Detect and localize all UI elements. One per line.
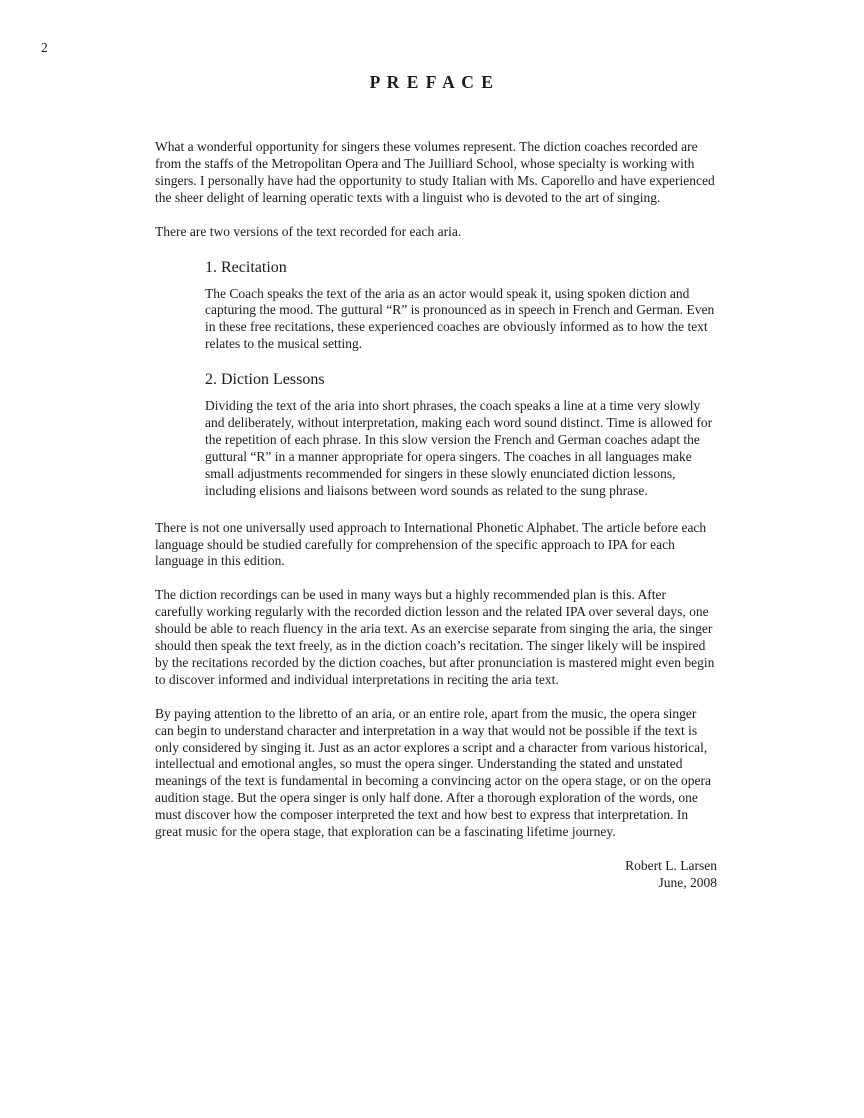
signature-date: June, 2008 [658,874,717,890]
intro-paragraph: What a wonderful opportunity for singers these volumes represent. The diction coaches recorded are from the staffs of the Metropolitan Opera and The Juilliard School, whose specialty is working with singers. I personally have had the opportunity to study Italian with Ms. Caporello and have experienced the sheer delight of learning operatic texts with a linguist who is devoted to the art of singing. [155,139,715,205]
ipa-paragraph: There is not one universally used approach to International Phonetic Alphabet. The article before each language should be studied carefully for comprehension of the specific approach to IPA for each language in this edition. [155,519,707,569]
libretto-paragraph: By paying attention to the libretto of an aria, or an entire role, apart from the music, the opera singer can begin to understand character and interpretation in a way that would not be possible if the text is only considered by singing it. Just as an actor explores a script and a character from various historical, intellectual and emotional angles, so must the opera singer. Understanding the stated and unstated meanings of the text is fundamental in becoming a convincing actor on the opera stage, or on the opera audition stage. But the opera singer is only half done. After a thorough exploration of the words, one must discover how the composer interpreted the text and how best to express that interpretation. In great music for the opera stage, that exploration can be a fascinating lifetime journey. [155,705,711,840]
signature-block [155,858,717,892]
section-body-diction-lessons: Dividing the text of the aria into short phrases, the coach speaks a line at a time very slowly and deliberately, without interpretation, making each word sound distinct. Time is allowed for the repetition of each phrase. In this slow version the French and German coaches adapt the guttural “R” in a manner appropriate for opera singers. The coaches in all languages make small adjustments recommended for singers in these slowly enunciated diction lessons, including elisions and liaisons between word sounds as related to the sung phrase. [205,398,713,498]
section-body-recitation: The Coach speaks the text of the aria as an actor would speak it, using spoken diction and capturing the mood. The guttural “R” is pronounced as in speech in French and German. Even in these free recitations, these experienced coaches are obviously informed as to how the text relates to the musical setting. [205,285,715,352]
section-recitation [205,258,717,354]
page-number: 2 [41,40,48,55]
page-content [155,139,717,892]
section-heading-diction-lessons: 2. Diction Lessons [205,371,325,389]
signature-name: Robert L. Larsen [625,858,717,873]
versions-paragraph: There are two versions of the text recorded for each aria. [155,223,462,239]
page-title: P R E F A C E [369,72,495,92]
section-diction-lessons [205,370,717,499]
recommended-plan-paragraph: The diction recordings can be used in many ways but a highly recommended plan is this. After carefully working regularly with the recorded diction lesson and the related IPA over several days, one should be able to reach fluency in the aria text. As an exercise separate from singing the aria, the singer should then speak the text freely, as in the diction coach’s recitation. The singer likely will be inspired by the recitations recorded by the diction coaches, but after pronunciation is mastered might even begin to discover informed and individual interpretations in reciting the aria text. [155,587,715,687]
section-heading-recitation: 1. Recitation [205,258,287,276]
